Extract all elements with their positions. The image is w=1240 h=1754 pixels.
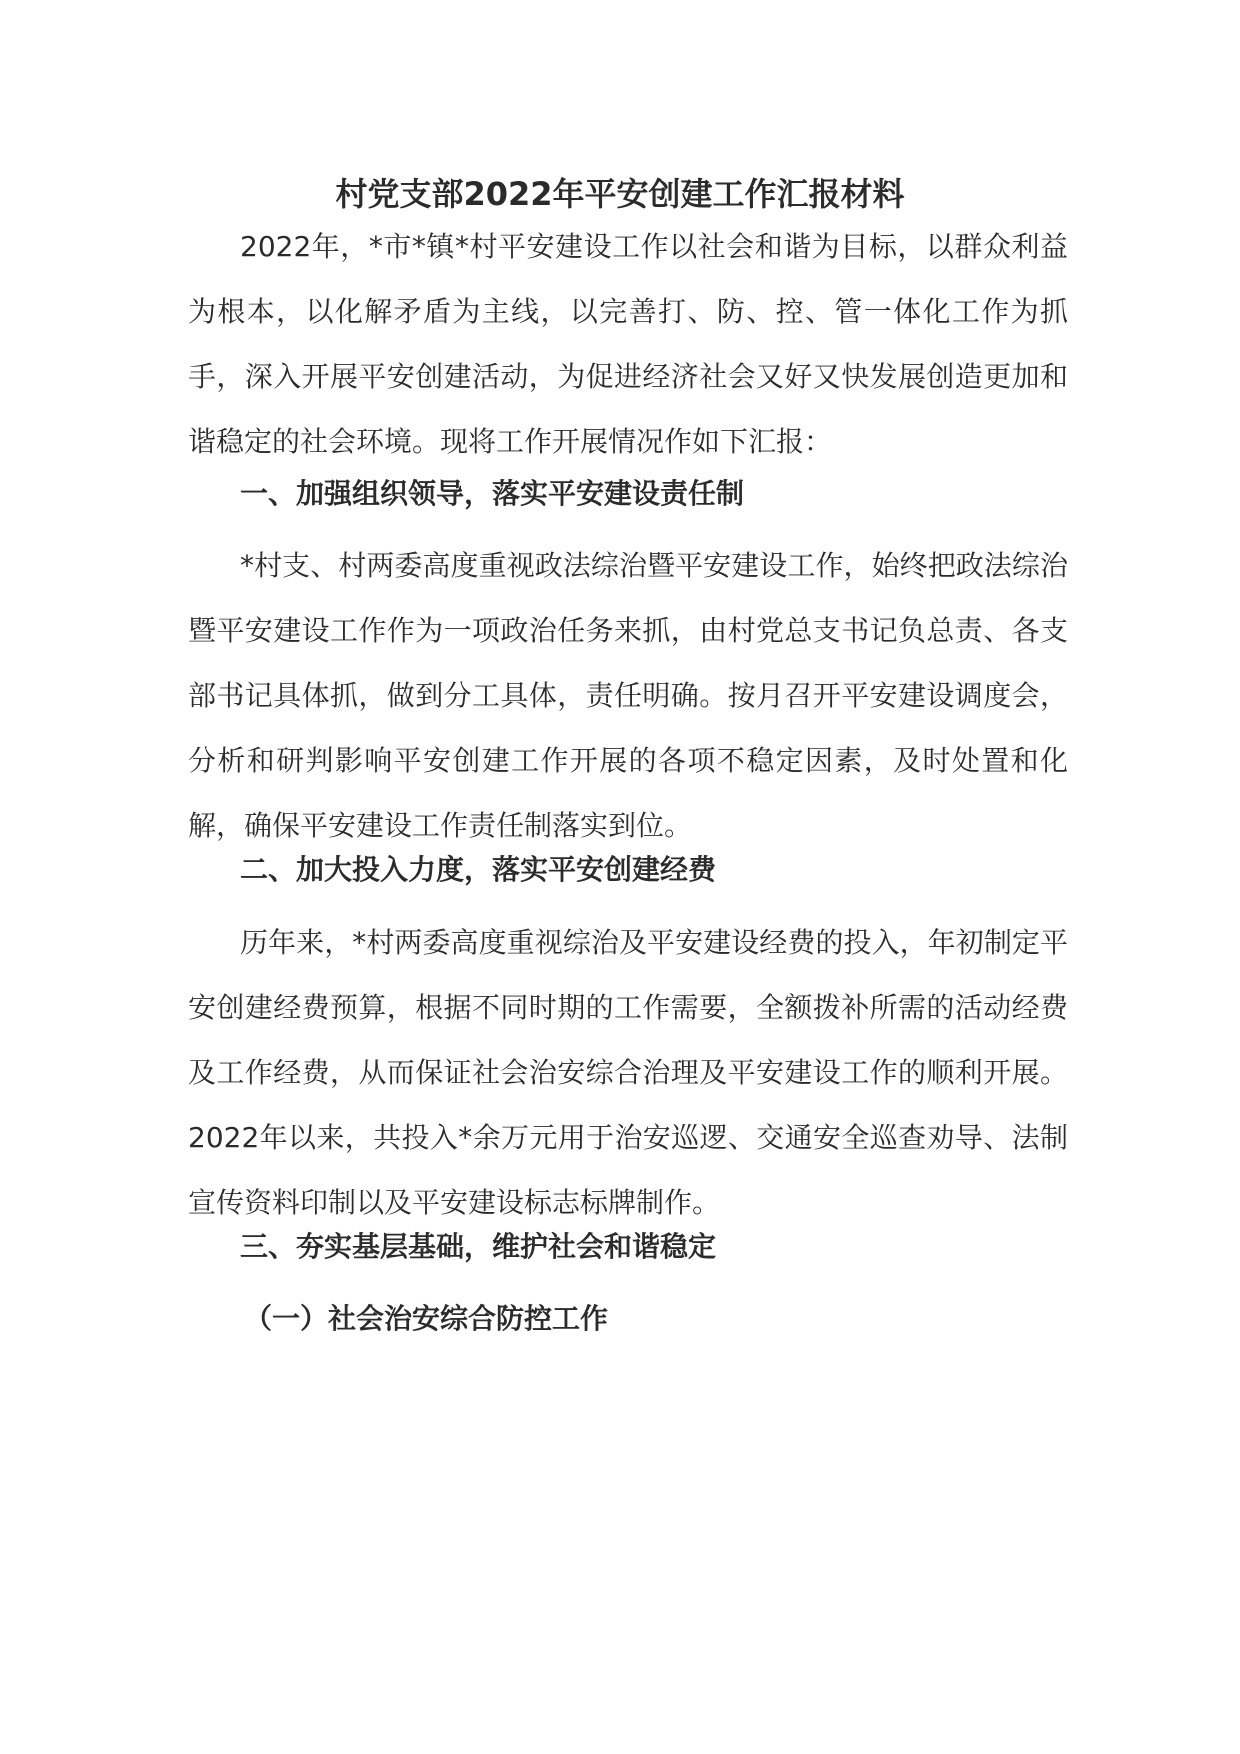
section-1-heading: 一、加强组织领导，落实平安建设责任制	[240, 477, 745, 510]
section-3-heading: 三、夯实基层基础，维护社会和谐稳定	[240, 1230, 717, 1263]
section-2-heading: 二、加大投入力度，落实平安创建经费	[240, 853, 717, 886]
section-3-subheading: （一）社会治安综合防控工作	[244, 1302, 609, 1335]
section-2-body: 历年来，*村两委高度重视综治及平安建设经费的投入，年初制定平安创建经费预算，根据不同时期的工作需要，全额拨补所需的活动经费及工作经费，从而保证社会治安综合治理及平安建设工作的顺利开展。2022年以来，共投入*余万元用于治安巡逻、交通安全巡查劝导、法制宣传资料印制以及平安建设标志标牌制作。	[188, 926, 1068, 1219]
intro-paragraph: 2022年，*市*镇*村平安建设工作以社会和谐为目标，以群众利益为根本，以化解矛盾为主线，以完善打、防、控、管一体化工作为抓手，深入开展平安创建活动，为促进经济社会又好又快发展创造更加和谐稳定的社会环境。现将工作开展情况作如下汇报：	[188, 230, 1068, 458]
document-title: 村党支部2022年平安创建工作汇报材料	[335, 175, 905, 213]
section-1-body: *村支、村两委高度重视政法综治暨平安建设工作，始终把政法综治暨平安建设工作作为一项政治任务来抓，由村党总支书记负总责、各支部书记具体抓，做到分工具体，责任明确。按月召开平安建设调度会，分析和研判影响平安创建工作开展的各项不稳定因素，及时处置和化解，确保平安建设工作责任制落实到位。	[188, 549, 1068, 842]
